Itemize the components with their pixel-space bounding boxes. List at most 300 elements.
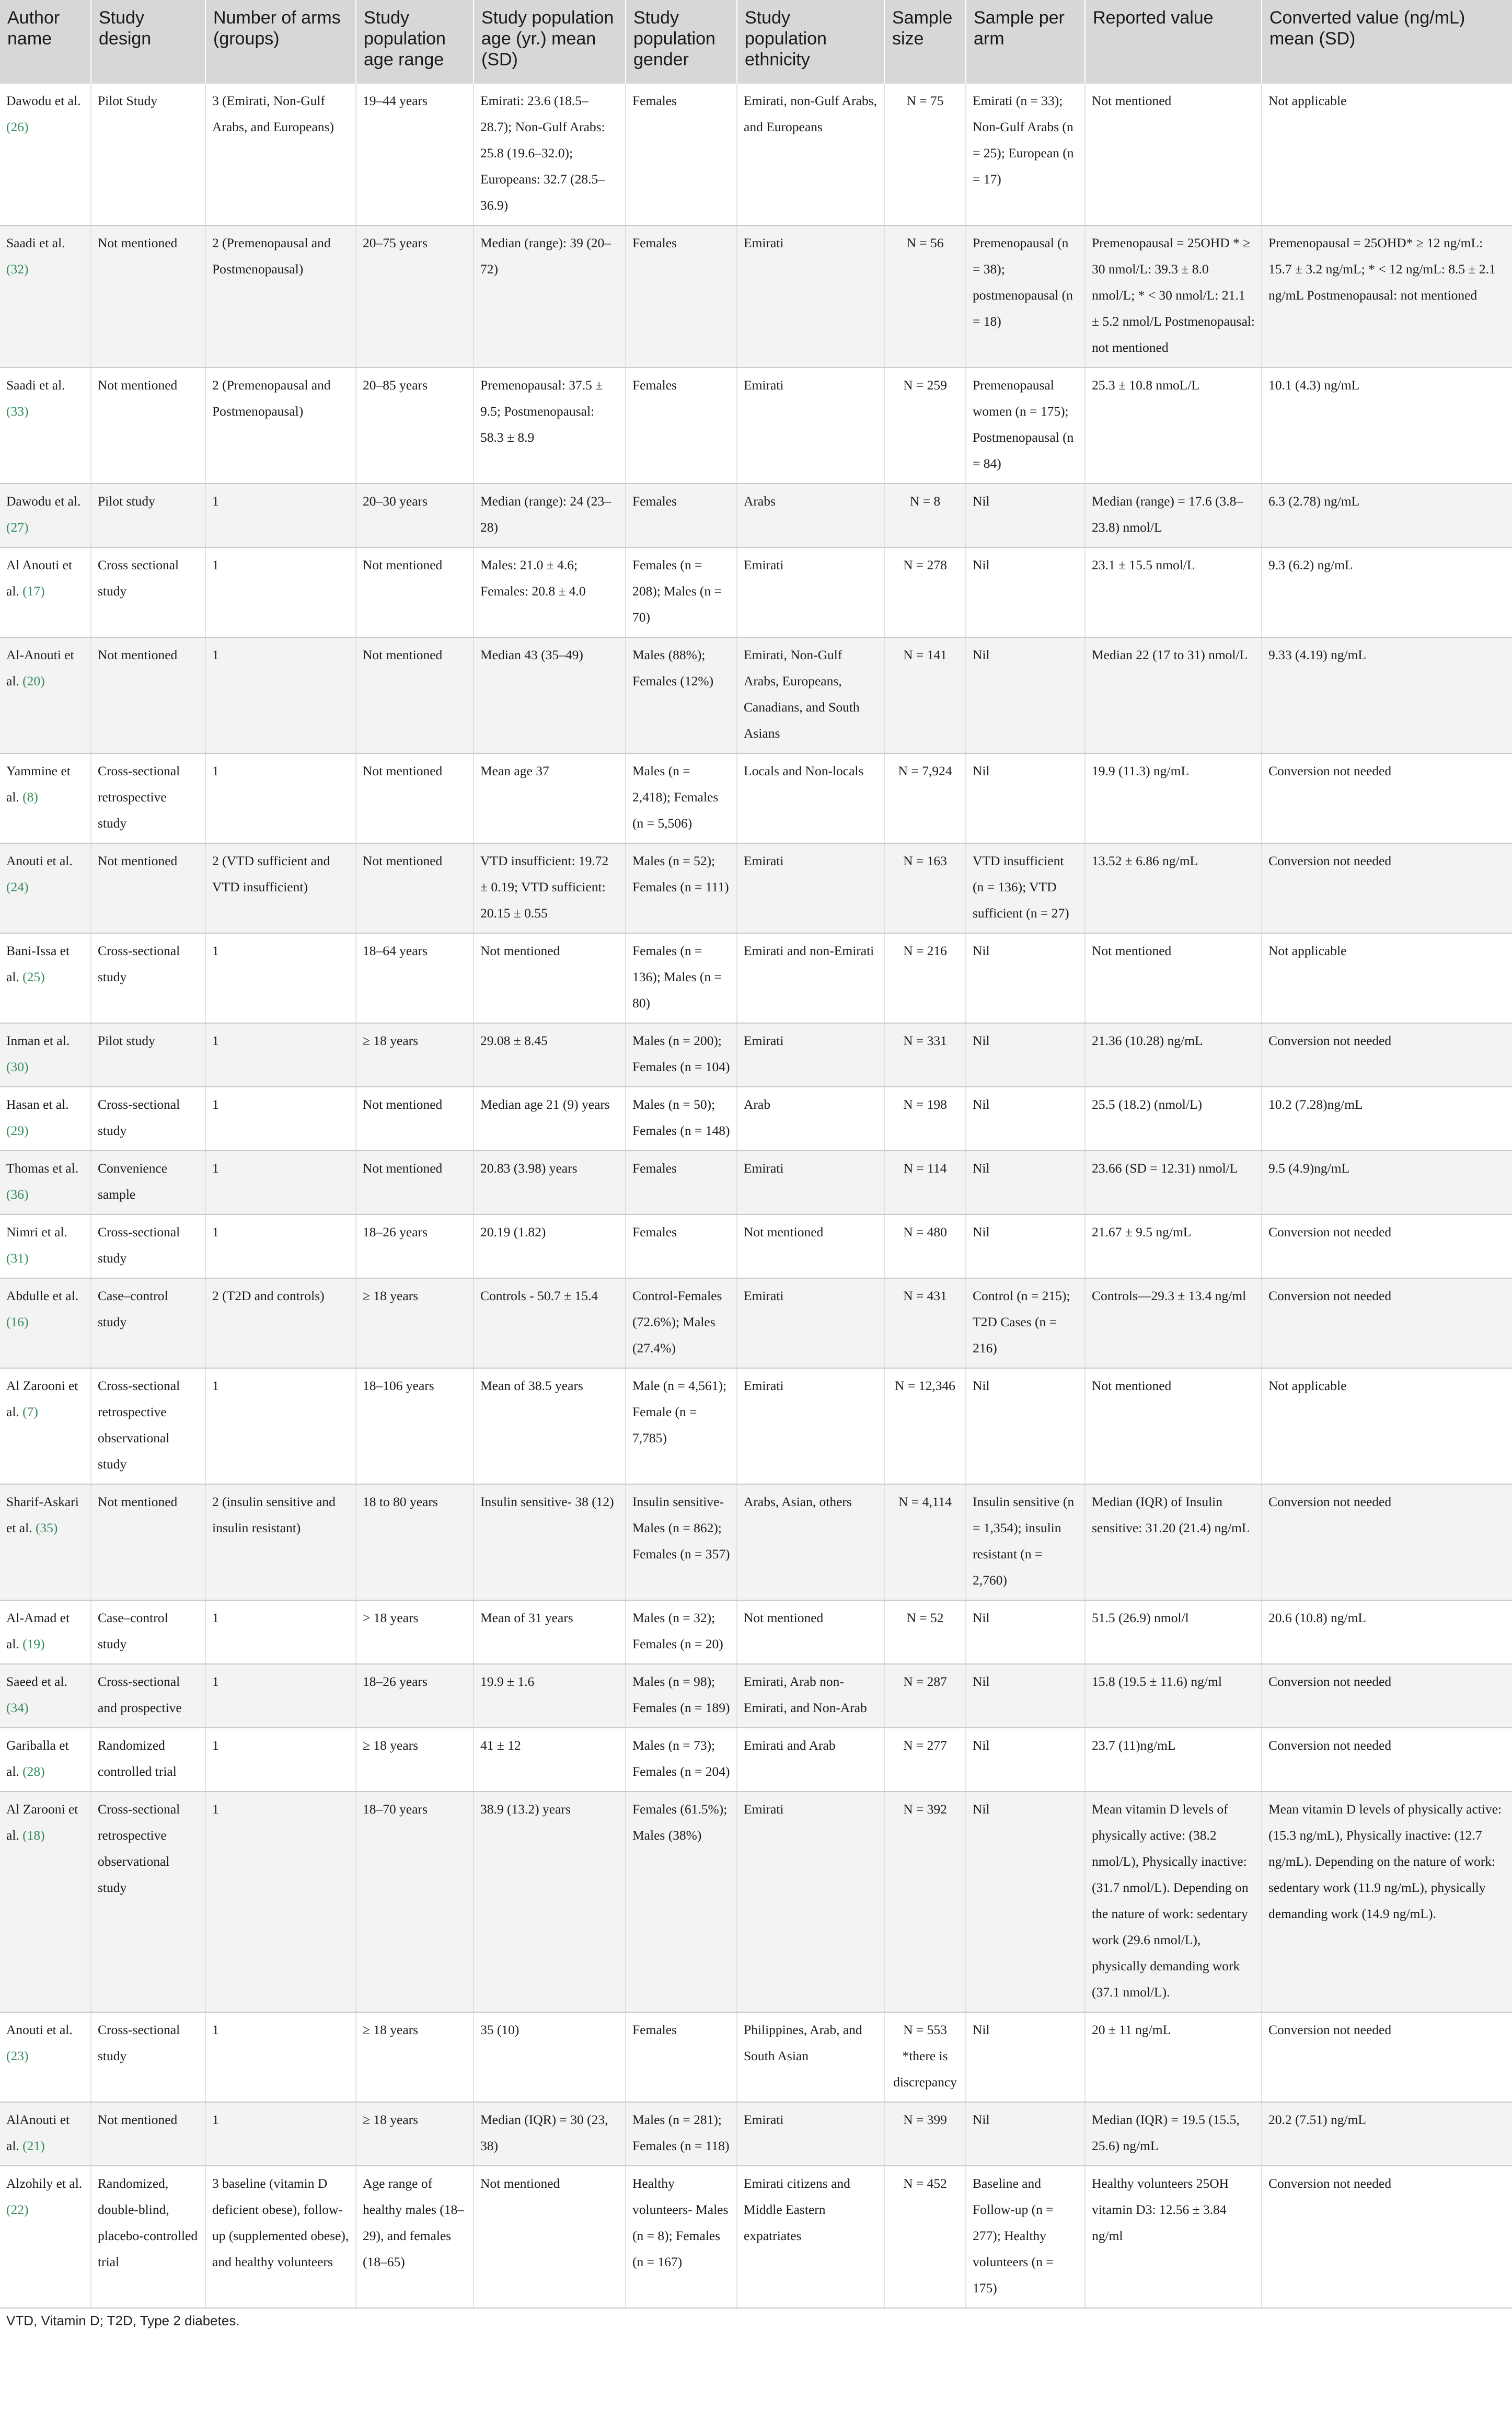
- gender-cell: Males (88%); Females (12%): [626, 637, 737, 753]
- reported-value-cell: Median (IQR) = 19.5 (15.5, 25.6) ng/mL: [1085, 2102, 1262, 2166]
- sample-size-cell: N = 278: [884, 547, 966, 637]
- reference-link[interactable]: (7): [22, 1404, 38, 1419]
- sample-size-cell: N = 259: [884, 368, 966, 484]
- author-name: AlAnouti et al.: [6, 2112, 70, 2153]
- sample-size-cell: N = 114: [884, 1151, 966, 1214]
- gender-cell: Females: [626, 484, 737, 547]
- sample-per-arm-cell: Insulin sensitive (n = 1,354); insulin resistant (n = 2,760): [966, 1484, 1085, 1600]
- author-cell: [0, 637, 91, 753]
- sample-per-arm-cell: VTD insufficient (n = 136); VTD sufficient (n = 27): [966, 843, 1085, 933]
- study-design-cell: Not mentioned: [91, 2102, 205, 2166]
- sample-per-arm-cell: Nil: [966, 1792, 1085, 2012]
- age-range-cell: ≥ 18 years: [356, 2102, 474, 2166]
- age-range-cell: ≥ 18 years: [356, 2012, 474, 2102]
- study-design-cell: Convenience sample: [91, 1151, 205, 1214]
- arms-cell: 2 (T2D and controls): [205, 1278, 356, 1368]
- gender-cell: Males (n = 2,418); Females (n = 5,506): [626, 753, 737, 843]
- table-row: [0, 843, 1512, 933]
- sample-per-arm-cell: Nil: [966, 1600, 1085, 1664]
- arms-cell: 1: [205, 1600, 356, 1664]
- reference-link[interactable]: (18): [22, 1828, 45, 1843]
- age-mean-cell: Median age 21 (9) years: [474, 1087, 626, 1151]
- author-cell: [0, 1484, 91, 1600]
- author-name: Al-Anouti et al.: [6, 647, 74, 688]
- gender-cell: Males (n = 281); Females (n = 118): [626, 2102, 737, 2166]
- age-mean-cell: Males: 21.0 ± 4.6; Females: 20.8 ± 4.0: [474, 547, 626, 637]
- reported-value-cell: 23.7 (11)ng/mL: [1085, 1728, 1262, 1792]
- reference-link[interactable]: (31): [6, 1250, 29, 1266]
- converted-value-cell: Premenopausal = 25OHD* ≥ 12 ng/mL: 15.7 ± 3.2 ng/mL; * < 12 ng/mL: 8.5 ± 2.1 ng/mL Postmenopausal: not mentioned: [1262, 225, 1512, 368]
- column-header: Study population gender: [626, 0, 737, 84]
- sample-per-arm-cell: Nil: [966, 753, 1085, 843]
- reference-link[interactable]: (29): [6, 1123, 29, 1138]
- sample-size-cell: N = 277: [884, 1728, 966, 1792]
- age-range-cell: 20–75 years: [356, 225, 474, 368]
- author-name: Thomas et al.: [6, 1161, 79, 1176]
- age-range-cell: Not mentioned: [356, 843, 474, 933]
- gender-cell: Males (n = 73); Females (n = 204): [626, 1728, 737, 1792]
- sample-per-arm-cell: Nil: [966, 484, 1085, 547]
- table-row: [0, 1087, 1512, 1151]
- study-design-cell: Cross-sectional and prospective: [91, 1664, 205, 1728]
- gender-cell: Insulin sensitive- Males (n = 862); Females (n = 357): [626, 1484, 737, 1600]
- author-cell: [0, 1087, 91, 1151]
- arms-cell: 1: [205, 1368, 356, 1484]
- column-header: Sample per arm: [966, 0, 1085, 84]
- ethnicity-cell: Emirati: [737, 1368, 884, 1484]
- reported-value-cell: Healthy volunteers 25OH vitamin D3: 12.56 ± 3.84 ng/ml: [1085, 2166, 1262, 2308]
- reference-link[interactable]: (28): [22, 1764, 45, 1779]
- study-design-cell: Not mentioned: [91, 368, 205, 484]
- converted-value-cell: Mean vitamin D levels of physically active: (15.3 ng/mL), Physically inactive: (12.7 ng/mL). Depending on the nature of work: sedentary work (11.9 ng/mL), physically demanding work (14.9 ng/mL).: [1262, 1792, 1512, 2012]
- sample-size-cell: N = 7,924: [884, 753, 966, 843]
- author-cell: [0, 1600, 91, 1664]
- arms-cell: 1: [205, 484, 356, 547]
- table-row: [0, 84, 1512, 225]
- reference-link[interactable]: (24): [6, 879, 29, 894]
- author-cell: [0, 933, 91, 1023]
- author-name: Anouti et al.: [6, 853, 73, 868]
- study-design-cell: Pilot study: [91, 484, 205, 547]
- sample-per-arm-cell: Nil: [966, 1087, 1085, 1151]
- author-name: Gariballa et al.: [6, 1738, 69, 1779]
- study-design-cell: Cross-sectional retrospective observational study: [91, 1368, 205, 1484]
- gender-cell: Healthy volunteers- Males (n = 8); Females (n = 167): [626, 2166, 737, 2308]
- sample-per-arm-cell: Control (n = 215); T2D Cases (n = 216): [966, 1278, 1085, 1368]
- converted-value-cell: Conversion not needed: [1262, 2166, 1512, 2308]
- study-design-cell: Not mentioned: [91, 637, 205, 753]
- ethnicity-cell: Emirati: [737, 547, 884, 637]
- gender-cell: Females (n = 136); Males (n = 80): [626, 933, 737, 1023]
- arms-cell: 3 (Emirati, Non-Gulf Arabs, and Europeans): [205, 84, 356, 225]
- reported-value-cell: 23.66 (SD = 12.31) nmol/L: [1085, 1151, 1262, 1214]
- author-cell: [0, 2102, 91, 2166]
- age-range-cell: 19–44 years: [356, 84, 474, 225]
- column-header: Author name: [0, 0, 91, 84]
- converted-value-cell: Conversion not needed: [1262, 1214, 1512, 1278]
- reported-value-cell: 20 ± 11 ng/mL: [1085, 2012, 1262, 2102]
- column-header: Converted value (ng/mL) mean (SD): [1262, 0, 1512, 84]
- author-name: Saadi et al.: [6, 235, 65, 250]
- converted-value-cell: Conversion not needed: [1262, 1278, 1512, 1368]
- sample-size-cell: N = 553 *there is discrepancy: [884, 2012, 966, 2102]
- ethnicity-cell: Emirati: [737, 1151, 884, 1214]
- table-row: [0, 1600, 1512, 1664]
- study-design-cell: Pilot Study: [91, 84, 205, 225]
- sample-per-arm-cell: Nil: [966, 1214, 1085, 1278]
- reference-link[interactable]: (21): [22, 2138, 45, 2153]
- age-range-cell: Age range of healthy males (18–29), and females (18–65): [356, 2166, 474, 2308]
- age-range-cell: 20–30 years: [356, 484, 474, 547]
- arms-cell: 2 (VTD sufficient and VTD insufficient): [205, 843, 356, 933]
- table-row: [0, 1151, 1512, 1214]
- age-mean-cell: Not mentioned: [474, 933, 626, 1023]
- author-name: Bani-Issa et al.: [6, 943, 70, 984]
- converted-value-cell: Not applicable: [1262, 933, 1512, 1023]
- author-cell: [0, 1278, 91, 1368]
- ethnicity-cell: Emirati: [737, 368, 884, 484]
- reported-value-cell: 51.5 (26.9) nmol/l: [1085, 1600, 1262, 1664]
- author-name: Dawodu et al.: [6, 493, 81, 509]
- arms-cell: 2 (Premenopausal and Postmenopausal): [205, 368, 356, 484]
- sample-size-cell: N = 452: [884, 2166, 966, 2308]
- author-cell: [0, 1023, 91, 1087]
- study-design-cell: Not mentioned: [91, 225, 205, 368]
- age-mean-cell: 29.08 ± 8.45: [474, 1023, 626, 1087]
- sample-size-cell: N = 163: [884, 843, 966, 933]
- converted-value-cell: Conversion not needed: [1262, 1484, 1512, 1600]
- converted-value-cell: Conversion not needed: [1262, 2012, 1512, 2102]
- ethnicity-cell: Emirati: [737, 843, 884, 933]
- arms-cell: 1: [205, 933, 356, 1023]
- study-design-cell: Cross-sectional study: [91, 933, 205, 1023]
- sample-per-arm-cell: Nil: [966, 2012, 1085, 2102]
- study-design-cell: Cross-sectional retrospective observational study: [91, 1792, 205, 2012]
- ethnicity-cell: Emirati: [737, 1278, 884, 1368]
- author-cell: [0, 84, 91, 225]
- study-design-cell: Randomized controlled trial: [91, 1728, 205, 1792]
- reference-link[interactable]: (16): [6, 1314, 29, 1329]
- column-header: Study population age (yr.) mean (SD): [474, 0, 626, 84]
- table-row: [0, 2102, 1512, 2166]
- arms-cell: 1: [205, 753, 356, 843]
- ethnicity-cell: Not mentioned: [737, 1600, 884, 1664]
- reported-value-cell: Median (IQR) of Insulin sensitive: 31.20 (21.4) ng/mL: [1085, 1484, 1262, 1600]
- author-cell: [0, 368, 91, 484]
- table-row: [0, 2166, 1512, 2308]
- sample-size-cell: N = 75: [884, 84, 966, 225]
- gender-cell: Control-Females (72.6%); Males (27.4%): [626, 1278, 737, 1368]
- age-mean-cell: Controls - 50.7 ± 15.4: [474, 1278, 626, 1368]
- author-cell: [0, 547, 91, 637]
- author-name: Sharif-Askari et al.: [6, 1494, 79, 1535]
- author-name: Al Zarooni et al.: [6, 1378, 78, 1419]
- age-range-cell: 18–26 years: [356, 1664, 474, 1728]
- table-row: [0, 2012, 1512, 2102]
- reference-link[interactable]: (20): [22, 673, 45, 688]
- reference-link[interactable]: (30): [6, 1059, 29, 1074]
- author-name: Hasan et al.: [6, 1097, 69, 1112]
- gender-cell: Males (n = 52); Females (n = 111): [626, 843, 737, 933]
- reported-value-cell: Mean vitamin D levels of physically active: (38.2 nmol/L), Physically inactive: (31.7 nmol/L). Depending on the nature of work: sedentary work (29.6 nmol/L), physically demanding work (37.1 nmol/L).: [1085, 1792, 1262, 2012]
- sample-per-arm-cell: Baseline and Follow-up (n = 277); Healthy volunteers (n = 175): [966, 2166, 1085, 2308]
- arms-cell: 1: [205, 1792, 356, 2012]
- reference-link[interactable]: (32): [6, 261, 29, 277]
- age-mean-cell: 20.19 (1.82): [474, 1214, 626, 1278]
- age-range-cell: ≥ 18 years: [356, 1728, 474, 1792]
- author-cell: [0, 1214, 91, 1278]
- reference-link[interactable]: (22): [6, 2202, 29, 2217]
- reported-value-cell: 25.3 ± 10.8 nmoL/L: [1085, 368, 1262, 484]
- age-mean-cell: Median (range): 24 (23–28): [474, 484, 626, 547]
- table-row: [0, 1728, 1512, 1792]
- reported-value-cell: 23.1 ± 15.5 nmol/L: [1085, 547, 1262, 637]
- author-name: Al Anouti et al.: [6, 557, 73, 599]
- reference-link[interactable]: (25): [22, 969, 45, 984]
- reported-value-cell: 13.52 ± 6.86 ng/mL: [1085, 843, 1262, 933]
- reference-link[interactable]: (19): [22, 1636, 45, 1651]
- study-design-cell: Not mentioned: [91, 1484, 205, 1600]
- reference-link[interactable]: (23): [6, 2048, 29, 2063]
- author-cell: [0, 753, 91, 843]
- column-header: Number of arms (groups): [205, 0, 356, 84]
- sample-size-cell: N = 56: [884, 225, 966, 368]
- age-mean-cell: Insulin sensitive- 38 (12): [474, 1484, 626, 1600]
- reference-link[interactable]: (33): [6, 404, 29, 419]
- ethnicity-cell: Emirati, Non-Gulf Arabs, Europeans, Canadians, and South Asians: [737, 637, 884, 753]
- age-mean-cell: 38.9 (13.2) years: [474, 1792, 626, 2012]
- age-mean-cell: Mean of 38.5 years: [474, 1368, 626, 1484]
- sample-per-arm-cell: Nil: [966, 1151, 1085, 1214]
- table-row: [0, 484, 1512, 547]
- reference-link[interactable]: (35): [35, 1520, 58, 1535]
- column-header: Study population ethnicity: [737, 0, 884, 84]
- age-mean-cell: Not mentioned: [474, 2166, 626, 2308]
- reference-link[interactable]: (36): [6, 1187, 29, 1202]
- age-range-cell: Not mentioned: [356, 1087, 474, 1151]
- age-range-cell: 20–85 years: [356, 368, 474, 484]
- sample-size-cell: N = 399: [884, 2102, 966, 2166]
- converted-value-cell: 20.2 (7.51) ng/mL: [1262, 2102, 1512, 2166]
- age-mean-cell: 19.9 ± 1.6: [474, 1664, 626, 1728]
- sample-size-cell: N = 331: [884, 1023, 966, 1087]
- reported-value-cell: 21.67 ± 9.5 ng/mL: [1085, 1214, 1262, 1278]
- ethnicity-cell: Emirati and Arab: [737, 1728, 884, 1792]
- study-design-cell: Cross-sectional study: [91, 2012, 205, 2102]
- ethnicity-cell: Emirati and non-Emirati: [737, 933, 884, 1023]
- table-row: [0, 753, 1512, 843]
- converted-value-cell: Not applicable: [1262, 1368, 1512, 1484]
- age-mean-cell: 35 (10): [474, 2012, 626, 2102]
- table-row: [0, 1368, 1512, 1484]
- ethnicity-cell: Arabs, Asian, others: [737, 1484, 884, 1600]
- author-cell: [0, 1728, 91, 1792]
- sample-size-cell: N = 141: [884, 637, 966, 753]
- sample-per-arm-cell: Nil: [966, 1728, 1085, 1792]
- header-row: [0, 0, 1512, 84]
- gender-cell: Females: [626, 2012, 737, 2102]
- age-mean-cell: Mean age 37: [474, 753, 626, 843]
- table-row: [0, 1023, 1512, 1087]
- ethnicity-cell: Emirati: [737, 225, 884, 368]
- gender-cell: Males (n = 32); Females (n = 20): [626, 1600, 737, 1664]
- arms-cell: 1: [205, 1728, 356, 1792]
- arms-cell: 1: [205, 1023, 356, 1087]
- reported-value-cell: 15.8 (19.5 ± 11.6) ng/ml: [1085, 1664, 1262, 1728]
- converted-value-cell: 9.3 (6.2) ng/mL: [1262, 547, 1512, 637]
- arms-cell: 3 baseline (vitamin D deficient obese), follow-up (supplemented obese), and healthy volunteers: [205, 2166, 356, 2308]
- author-name: Anouti et al.: [6, 2022, 73, 2037]
- table-footnote: VTD, Vitamin D; T2D, Type 2 diabetes.: [6, 2313, 240, 2328]
- ethnicity-cell: Philippines, Arab, and South Asian: [737, 2012, 884, 2102]
- reported-value-cell: Premenopausal = 25OHD * ≥ 30 nmol/L: 39.3 ± 8.0 nmol/L; * < 30 nmol/L: 21.1 ± 5.2 nmol/L Postmenopausal: not mentioned: [1085, 225, 1262, 368]
- age-mean-cell: 20.83 (3.98) years: [474, 1151, 626, 1214]
- arms-cell: 1: [205, 1151, 356, 1214]
- table-row: [0, 547, 1512, 637]
- author-cell: [0, 1368, 91, 1484]
- converted-value-cell: 6.3 (2.78) ng/mL: [1262, 484, 1512, 547]
- study-design-cell: Cross-sectional study: [91, 1214, 205, 1278]
- table-body: [0, 84, 1512, 2308]
- age-range-cell: 18–64 years: [356, 933, 474, 1023]
- study-design-cell: Not mentioned: [91, 843, 205, 933]
- arms-cell: 2 (Premenopausal and Postmenopausal): [205, 225, 356, 368]
- converted-value-cell: Conversion not needed: [1262, 753, 1512, 843]
- arms-cell: 2 (insulin sensitive and insulin resistant): [205, 1484, 356, 1600]
- reference-link[interactable]: (27): [6, 520, 29, 535]
- sample-per-arm-cell: Premenopausal women (n = 175); Postmenopausal (n = 84): [966, 368, 1085, 484]
- reported-value-cell: 19.9 (11.3) ng/mL: [1085, 753, 1262, 843]
- sample-size-cell: N = 287: [884, 1664, 966, 1728]
- author-cell: [0, 1151, 91, 1214]
- age-range-cell: Not mentioned: [356, 547, 474, 637]
- reference-link[interactable]: (34): [6, 1700, 29, 1715]
- sample-size-cell: N = 4,114: [884, 1484, 966, 1600]
- sample-size-cell: N = 392: [884, 1792, 966, 2012]
- table-row: [0, 368, 1512, 484]
- converted-value-cell: Not applicable: [1262, 84, 1512, 225]
- age-mean-cell: Median 43 (35–49): [474, 637, 626, 753]
- author-name: Nimri et al.: [6, 1224, 67, 1239]
- author-name: Al Zarooni et al.: [6, 1801, 78, 1843]
- ethnicity-cell: Emirati citizens and Middle Eastern expatriates: [737, 2166, 884, 2308]
- gender-cell: Males (n = 98); Females (n = 189): [626, 1664, 737, 1728]
- sample-per-arm-cell: Nil: [966, 637, 1085, 753]
- arms-cell: 1: [205, 1087, 356, 1151]
- table-header: [0, 0, 1512, 84]
- author-name: Inman et al.: [6, 1033, 70, 1048]
- author-cell: [0, 1792, 91, 2012]
- table-row: [0, 1484, 1512, 1600]
- gender-cell: Females: [626, 1214, 737, 1278]
- study-design-cell: Randomized, double-blind, placebo-controlled trial: [91, 2166, 205, 2308]
- arms-cell: 1: [205, 637, 356, 753]
- age-range-cell: 18 to 80 years: [356, 1484, 474, 1600]
- study-design-cell: Case–control study: [91, 1600, 205, 1664]
- converted-value-cell: 9.5 (4.9)ng/mL: [1262, 1151, 1512, 1214]
- author-cell: [0, 225, 91, 368]
- converted-value-cell: 9.33 (4.19) ng/mL: [1262, 637, 1512, 753]
- reported-value-cell: Not mentioned: [1085, 84, 1262, 225]
- sample-size-cell: N = 8: [884, 484, 966, 547]
- age-range-cell: 18–106 years: [356, 1368, 474, 1484]
- gender-cell: Males (n = 50); Females (n = 148): [626, 1087, 737, 1151]
- arms-cell: 1: [205, 1214, 356, 1278]
- author-name: Abdulle et al.: [6, 1288, 79, 1303]
- ethnicity-cell: Emirati, non-Gulf Arabs, and Europeans: [737, 84, 884, 225]
- age-range-cell: 18–70 years: [356, 1792, 474, 2012]
- gender-cell: Males (n = 200); Females (n = 104): [626, 1023, 737, 1087]
- table-row: [0, 1278, 1512, 1368]
- gender-cell: Females: [626, 84, 737, 225]
- reference-link[interactable]: (17): [22, 583, 45, 599]
- ethnicity-cell: Emirati: [737, 2102, 884, 2166]
- sample-per-arm-cell: Nil: [966, 933, 1085, 1023]
- arms-cell: 1: [205, 1664, 356, 1728]
- reported-value-cell: 21.36 (10.28) ng/mL: [1085, 1023, 1262, 1087]
- sample-per-arm-cell: Nil: [966, 2102, 1085, 2166]
- gender-cell: Females (61.5%); Males (38%): [626, 1792, 737, 2012]
- reported-value-cell: Not mentioned: [1085, 1368, 1262, 1484]
- ethnicity-cell: Emirati: [737, 1792, 884, 2012]
- sample-size-cell: N = 12,346: [884, 1368, 966, 1484]
- author-cell: [0, 1664, 91, 1728]
- column-header: Reported value: [1085, 0, 1262, 84]
- author-cell: [0, 2166, 91, 2308]
- sample-per-arm-cell: Nil: [966, 1023, 1085, 1087]
- table-row: [0, 1214, 1512, 1278]
- gender-cell: Females: [626, 1151, 737, 1214]
- arms-cell: 1: [205, 547, 356, 637]
- study-design-cell: Cross sectional study: [91, 547, 205, 637]
- age-mean-cell: Median (IQR) = 30 (23, 38): [474, 2102, 626, 2166]
- ethnicity-cell: Arab: [737, 1087, 884, 1151]
- arms-cell: 1: [205, 2102, 356, 2166]
- study-design-cell: Cross-sectional study: [91, 1087, 205, 1151]
- author-cell: [0, 2012, 91, 2102]
- sample-size-cell: N = 431: [884, 1278, 966, 1368]
- age-range-cell: ≥ 18 years: [356, 1278, 474, 1368]
- age-mean-cell: Median (range): 39 (20–72): [474, 225, 626, 368]
- study-design-cell: Case–control study: [91, 1278, 205, 1368]
- converted-value-cell: Conversion not needed: [1262, 1664, 1512, 1728]
- ethnicity-cell: Not mentioned: [737, 1214, 884, 1278]
- column-header: Study design: [91, 0, 205, 84]
- age-range-cell: Not mentioned: [356, 753, 474, 843]
- gender-cell: Females: [626, 225, 737, 368]
- age-mean-cell: VTD insufficient: 19.72 ± 0.19; VTD sufficient: 20.15 ± 0.55: [474, 843, 626, 933]
- ethnicity-cell: Emirati, Arab non-Emirati, and Non-Arab: [737, 1664, 884, 1728]
- sample-per-arm-cell: Nil: [966, 547, 1085, 637]
- converted-value-cell: 10.2 (7.28)ng/mL: [1262, 1087, 1512, 1151]
- converted-value-cell: Conversion not needed: [1262, 1728, 1512, 1792]
- sample-size-cell: N = 216: [884, 933, 966, 1023]
- reference-link[interactable]: (8): [22, 789, 38, 805]
- author-name: Yammine et al.: [6, 763, 71, 805]
- author-name: Dawodu et al.: [6, 93, 81, 108]
- age-mean-cell: 41 ± 12: [474, 1728, 626, 1792]
- author-name: Alzohily et al.: [6, 2176, 83, 2191]
- study-design-cell: Cross-sectional retrospective study: [91, 753, 205, 843]
- column-header: Study population age range: [356, 0, 474, 84]
- sample-size-cell: N = 52: [884, 1600, 966, 1664]
- table-row: [0, 225, 1512, 368]
- author-name: Saadi et al.: [6, 377, 65, 393]
- author-cell: [0, 843, 91, 933]
- reference-link[interactable]: (26): [6, 119, 29, 134]
- table-row: [0, 933, 1512, 1023]
- gender-cell: Male (n = 4,561); Female (n = 7,785): [626, 1368, 737, 1484]
